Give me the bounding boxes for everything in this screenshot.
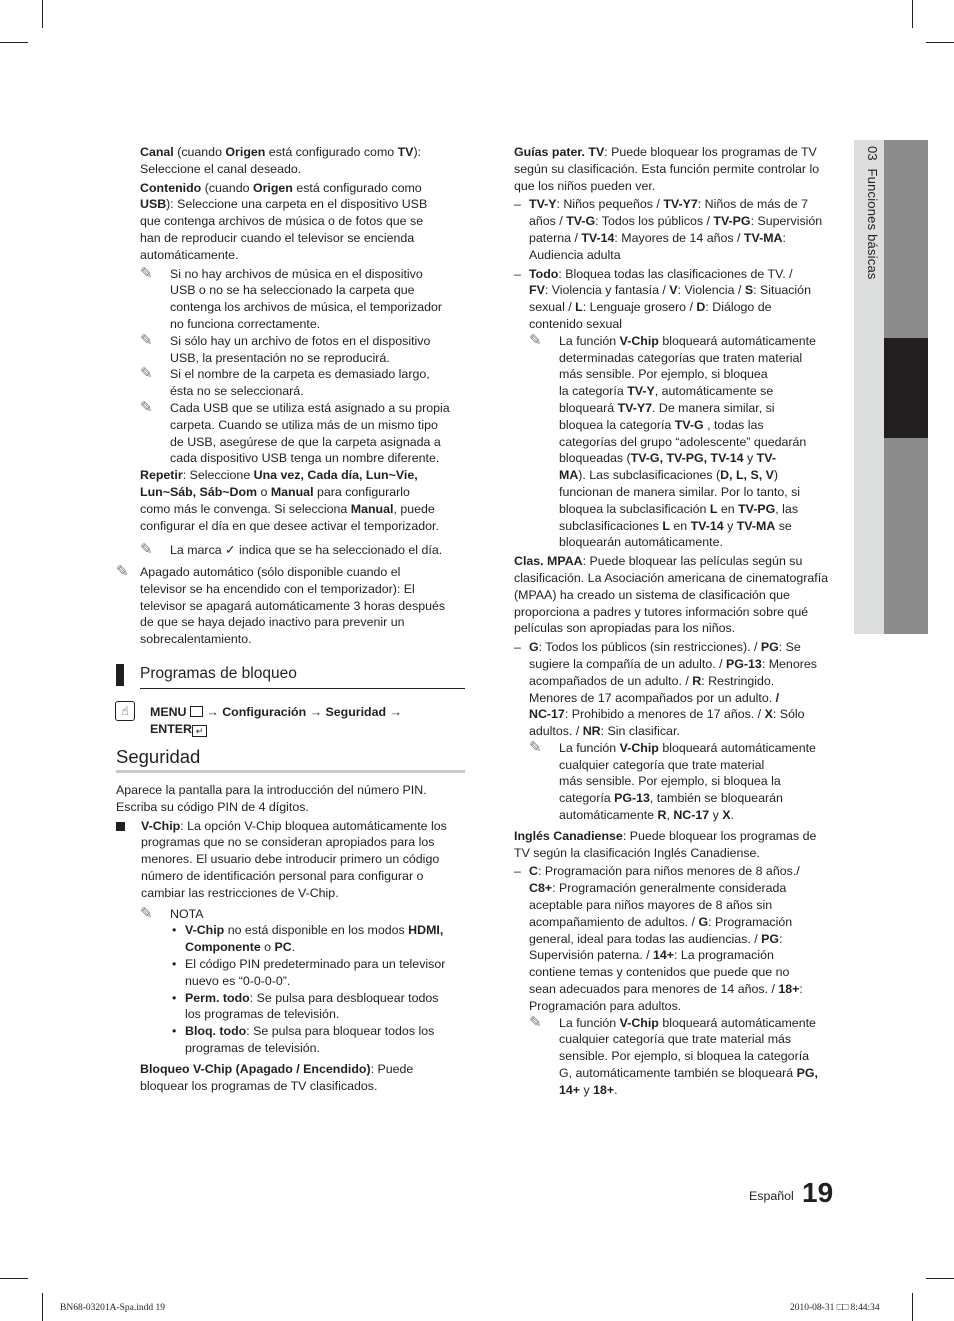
text-line: bloquearán automáticamente. <box>559 535 723 550</box>
text-line: cualquier categoría que trate material más <box>559 1032 792 1047</box>
crop-mark <box>42 1293 43 1321</box>
chapter-tab-block <box>884 438 928 634</box>
text-line: aceptable para niños mayores de 8 años sin <box>529 898 773 913</box>
text-line: categoría PG-13, también se bloquearán <box>559 791 783 806</box>
chapter-tab-block <box>884 140 928 338</box>
pencil-note-icon: ✎ <box>140 365 153 383</box>
note: ✎ Si el nombre de la carpeta es demasiado largo, ésta no se seleccionará. <box>140 365 430 399</box>
pencil-note-icon: ✎ <box>140 398 153 416</box>
text-line: general, ideal para todas las audiencias. / PG: <box>529 931 783 946</box>
mpaa-item: – G: Todos los públicos (sin restricciones). / PG: Se sugiere la compañía de un adulto. / PG-13: Menores acompañados de un adulto. / R: Restringido. Menores de 17 acompañados por un adulto. / NC-17: Prohibido a menores de 17 años. / X: Sólo adultos. / NR: Sin clasificar. <box>514 639 844 740</box>
bloqueo-paragraph: Bloqueo V-Chip (Apagado / Encendido): Puede bloquear los programas de TV clasificados. <box>140 1061 414 1093</box>
vchip-item: V-Chip: La opción V-Chip bloquea automáticamente los programas que no se consideran apropiados para los menores. El usuario debe introducir primero un código número de identificación personal para configurar o cambiar las restricciones de V-Chip. <box>116 818 468 902</box>
vchip-note <box>529 1015 844 1099</box>
crop-mark <box>926 42 954 43</box>
tvy-item: – TV-Y: Niños pequeños / TV-Y7: Niños de más de 7 años / TV-G: Todos los públicos / TV-PG: Supervisión paterna / TV-14: Mayores de 14 años / TV-MA: Audiencia adulta <box>514 197 823 262</box>
text-line: adultos. / NR: Sin clasificar. <box>529 724 680 739</box>
text-line: acompañados de un adulto. / R: Restringido. <box>529 673 775 688</box>
text-line: C8+: Programación generalmente considerada <box>529 881 787 896</box>
text-line: bloqueará TV-Y7. De manera similar, si <box>559 400 775 415</box>
note: ✎ Si no hay archivos de música en el dispositivo USB o no se ha seleccionado la carpeta que contenga los archivos de música, el temporizador no funciona correctamente. <box>140 264 443 331</box>
nota-heading: ✎ NOTA <box>140 904 204 922</box>
crop-mark <box>0 1278 28 1279</box>
text-line: bloquea la subclasificación L en TV-PG, las <box>559 501 799 516</box>
text-line: funcionan de manera similar. Por lo tanto, si <box>559 484 801 499</box>
chapter-tab-label <box>858 146 880 446</box>
crop-mark <box>912 0 913 28</box>
crop-mark <box>926 1278 954 1279</box>
square-bullet <box>116 822 125 831</box>
hand-menu-icon: ☝ <box>115 701 135 721</box>
print-date: 2010-08-31 □□ 8:44:34 <box>790 1303 880 1313</box>
pencil-note-icon: ✎ <box>529 331 542 349</box>
todo-item: – Todo: Bloquea todas las clasificaciones de TV. / FV: Violencia y fantasía / V: Violencia / S: Situación sexual / L: Lenguaje grosero / D: Diálogo de contenido sexual <box>514 266 811 331</box>
text-line: contiene temas y contenidos que puede que no <box>529 965 790 980</box>
text-line: La función V-Chip bloqueará automáticamente <box>559 333 816 348</box>
text-line: MA). Las subclasificaciones (D, L, S, V) <box>559 468 778 483</box>
text-line: categorías del grupo “adolescente” quedarán <box>559 434 807 449</box>
section-marker <box>116 664 124 686</box>
text-line: más sensible. Por ejemplo, si bloquea <box>559 367 768 382</box>
repetir-paragraph: Repetir: Seleccione Una vez, Cada día, Lun~Vie, Lun~Sáb, Sáb~Dom o Manual para configurarlo como más le convenga. Si selecciona Manual, puede configurar el día en que desee activar el temporizador. <box>140 468 439 533</box>
text-line: bloqueadas (TV-G, TV-PG, TV-14 y TV- <box>559 451 776 466</box>
title-rule <box>116 770 465 773</box>
text-line: cualquier categoría que trate material <box>559 757 765 772</box>
pencil-note-icon: ✎ <box>140 904 153 922</box>
chapter-tab-active-block <box>884 338 928 438</box>
text-line: acompañamiento de adultos. / G: Programación <box>529 914 793 929</box>
pencil-note-icon: ✎ <box>140 264 153 282</box>
menu-path: MENU → Configuración → Seguridad → ENTER ↵ <box>150 705 402 736</box>
enter-icon: ↵ <box>192 725 207 737</box>
pencil-note-icon: ✎ <box>116 563 129 580</box>
mpaa-paragraph: Clas. MPAA: Puede bloquear las películas según su clasificación. La Asociación americana de cinematografía (MPAA) ha creado un sistema de clasificación que proporciona a padres y tutores información sobre qué películas son apropiadas para los niños. <box>514 554 829 636</box>
text-line: La función V-Chip bloqueará automáticamente <box>559 740 816 755</box>
seguridad-title: Seguridad <box>116 746 201 767</box>
pencil-note-icon: ✎ <box>140 541 153 559</box>
text-line: subclasificaciones L en TV-14 y TV-MA se <box>559 518 792 533</box>
right-column <box>514 144 844 1099</box>
text-line: G: Todos los públicos (sin restricciones). / PG: Se <box>529 640 801 655</box>
seguridad-body <box>116 782 468 1094</box>
text-line: más sensible. Por ejemplo, si bloquea la <box>559 774 781 789</box>
vchip-note <box>529 333 844 551</box>
text-line: Menores de 17 acompañados por un adulto. / <box>529 690 780 705</box>
menu-icon <box>190 706 203 717</box>
ingles-paragraph: Inglés Canadiense: Puede bloquear los programas de TV según la clasificación Inglés Canadiense. <box>514 828 817 860</box>
file-info: BN68-03201A-Spa.indd 19 <box>60 1303 166 1313</box>
section-rule <box>140 688 465 689</box>
left-column-top <box>140 144 470 559</box>
text-line: sugiere la compañía de un adulto. / PG-13: Menores <box>529 656 817 671</box>
text-line: la categoría TV-Y, automáticamente se <box>559 384 774 399</box>
nota-list <box>140 922 468 1056</box>
vchip-note <box>529 740 844 824</box>
pencil-note-icon: ✎ <box>529 1013 542 1031</box>
ingles-item: – C: Programación para niños menores de 8 años./ C8+: Programación generalmente considerada aceptable para niños mayores de 8 años sin acompañamiento de adultos. / G: Programación general, ideal para todas las audiencias. / PG: Supervisión paterna. / 14+: La programación contiene temas y contenidos que puede que no sean adecuados para menores de 14 años. / 18+: Programación para adultos. <box>514 863 844 1014</box>
nota-item: • V-Chip no está disponible en los modos HDMI, Componente o PC. <box>172 923 444 955</box>
text-line: sensible. Por ejemplo, si bloquea la categoría <box>559 1049 810 1064</box>
contenido-paragraph: Contenido (cuando Origen está configurado como USB): Seleccione una carpeta en el dispositivo USB que contenga archivos de música o de fotos que se han de reproducir cuando el televisor se encienda automáticamente. <box>140 180 428 262</box>
text-line: determinadas categorías que traten material <box>559 350 803 365</box>
text-line: 14+ y 18+. <box>559 1082 618 1097</box>
apagado-note: ✎ Apagado automático (sólo disponible cuando el televisor se ha encendido con el temporizador): El televisor se apagará automáticamente 3 horas después de que se haya dejado inactivo para prevenir un sobrecalentamiento. <box>116 563 446 647</box>
nota-item: • Bloq. todo: Se pulsa para bloquear todos los programas de televisión. <box>172 1024 435 1055</box>
text-line: bloquea la categoría TV-G , todas las <box>559 417 764 432</box>
crop-mark <box>42 0 43 28</box>
note: ✎ Si sólo hay un archivo de fotos en el dispositivo USB, la presentación no se reproducirá. <box>140 331 431 365</box>
text-line: G, automáticamente también se bloqueará PG, <box>559 1066 818 1081</box>
checkmark-icon: ✓ <box>225 543 236 558</box>
text-line: NC-17: Prohibido a menores de 17 años. / X: Sólo <box>529 707 805 722</box>
chapter-title: Funciones básicas <box>865 168 880 280</box>
text-line: automáticamente R, NC-17 y X. <box>559 808 734 823</box>
text-line: La función V-Chip bloqueará automáticamente <box>559 1015 816 1030</box>
section-title: Programas de bloqueo <box>140 665 297 682</box>
nota-item: • El código PIN predeterminado para un televisor nuevo es “0-0-0-0”. <box>172 956 446 988</box>
language-label: Español <box>749 1189 794 1203</box>
crop-mark <box>0 42 28 43</box>
canal-paragraph: Canal (cuando Origen está configurado como TV): Seleccione el canal deseado. <box>140 145 422 176</box>
nota-item: • Perm. todo: Se pulsa para desbloquear todos los programas de televisión. <box>172 990 439 1022</box>
crop-mark <box>912 1293 913 1321</box>
note: ✎ La marca ✓ indica que se ha seleccionado el día. <box>140 541 443 559</box>
text-line: sean adecuados para menores de 14 años. / 18+: <box>529 982 803 997</box>
text-line: Supervisión paterna. / 14+: La programación <box>529 948 774 963</box>
page-number: 19 <box>802 1177 834 1208</box>
guias-paragraph: Guías pater. TV: Puede bloquear los programas de TV según su clasificación. Esta función permite controlar lo que los niños pueden ver. <box>514 145 820 193</box>
seguridad-intro: Aparece la pantalla para la introducción del número PIN. Escriba su código PIN de 4 dígitos. <box>116 783 427 814</box>
pencil-note-icon: ✎ <box>529 738 542 756</box>
note: ✎ Cada USB que se utiliza está asignado a su propia carpeta. Cuando se utiliza más de un mismo tipo de USB, asegúrese de que la carpeta asignada a cada dispositivo USB tenga un nombre diferente. <box>140 398 450 466</box>
pencil-note-icon: ✎ <box>140 331 153 349</box>
chapter-number: 03 <box>865 146 880 161</box>
text-line: Programación para adultos. <box>529 998 682 1013</box>
text-line: C: Programación para niños menores de 8 años./ <box>529 864 800 879</box>
